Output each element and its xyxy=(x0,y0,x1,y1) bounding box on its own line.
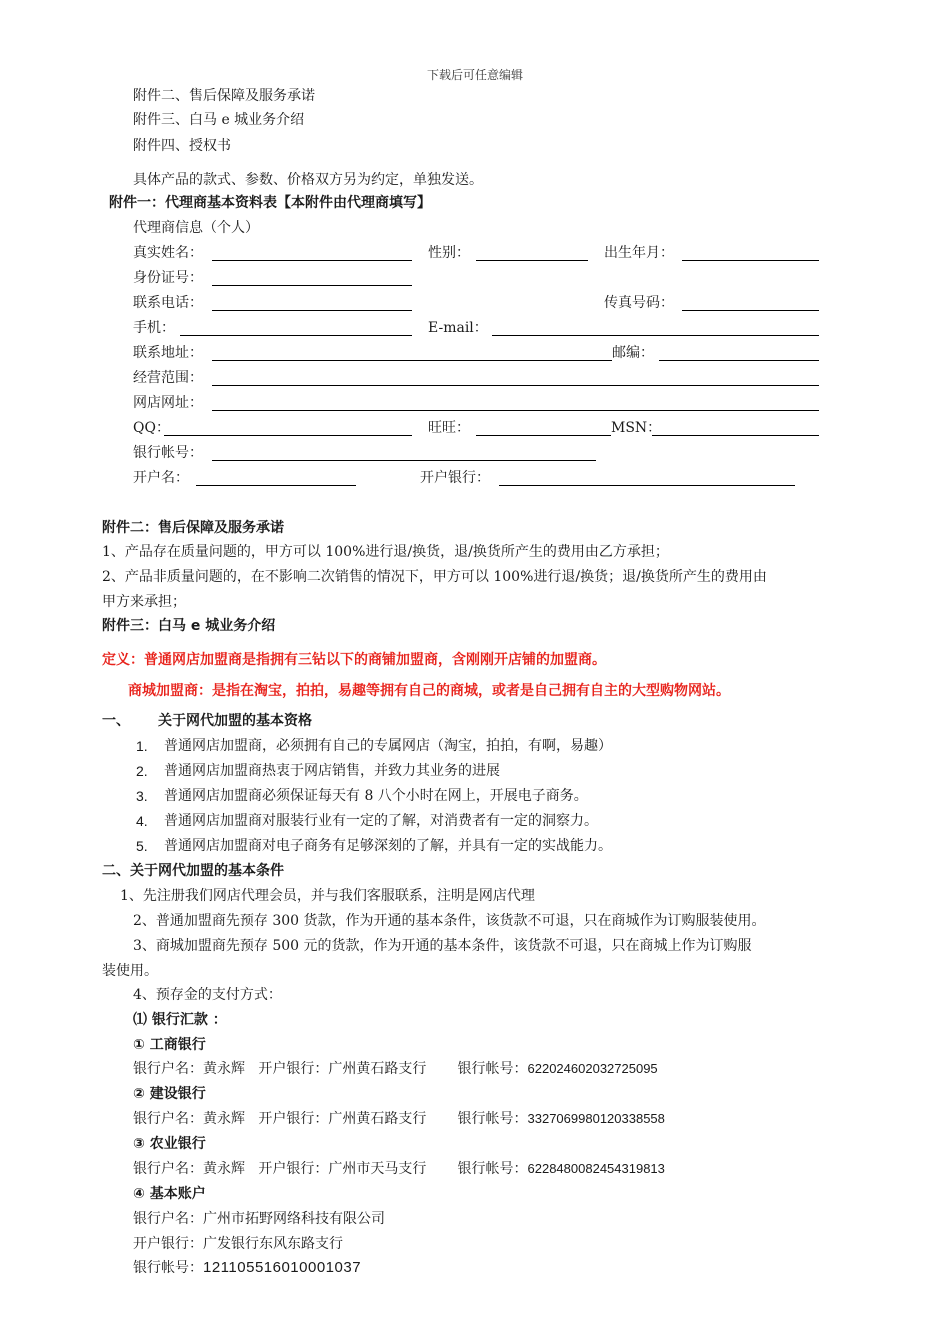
label-scope: 经营范围： xyxy=(133,370,203,386)
field-fax[interactable] xyxy=(682,310,819,311)
bank-icbc-account: 622024602032725095 xyxy=(527,1061,658,1076)
remit-title: ⑴ 银行汇款 ： xyxy=(133,1012,227,1028)
bank-ccb-account: 3327069980120338558 xyxy=(527,1111,665,1126)
bank-basic-title: ④ 基本账户 xyxy=(133,1186,206,1202)
field-shop[interactable] xyxy=(212,410,819,411)
label-msn: MSN： xyxy=(611,420,662,436)
label-shop: 网店网址： xyxy=(133,395,203,411)
bank-basic-holder: 银行户名：广州市拓野网络科技有限公司 xyxy=(133,1211,385,1227)
field-qq[interactable] xyxy=(164,435,412,436)
sec1-item-5: 普通网店加盟商对电子商务有足够深刻的了解，并具有一定的实战能力。 xyxy=(164,838,612,854)
label-zip: 邮编： xyxy=(612,345,654,361)
sec1-item-1: 普通网店加盟商，必须拥有自己的专属网店（淘宝，拍拍，有啊，易趣） xyxy=(164,738,612,754)
intro-annex3: 附件三、白马 e 城业务介绍 xyxy=(133,112,305,128)
intro-note: 具体产品的款式、参数、价格双方另为约定，单独发送。 xyxy=(133,172,483,188)
label-account: 银行帐号： xyxy=(133,445,203,461)
bank-basic-account-line xyxy=(133,1258,361,1278)
field-msn[interactable] xyxy=(652,435,819,436)
label-id: 身份证号： xyxy=(133,270,203,286)
sec1-item-3-num: 3. xyxy=(136,788,148,804)
label-gender: 性别： xyxy=(428,245,470,261)
intro-annex2: 附件二、售后保障及服务承诺 xyxy=(133,88,315,104)
field-email[interactable] xyxy=(492,335,819,336)
label-name: 真实姓名： xyxy=(133,245,203,261)
bank-basic-account: 121105516010001037 xyxy=(203,1259,362,1276)
label-wangwang: 旺旺： xyxy=(428,420,470,436)
cond-1: 1、先注册我们网店代理会员，并与我们客服联系，注明是网店代理 xyxy=(120,888,535,904)
cond-3a: 3、商城加盟商先预存 500 元的货款，作为开通的基本条件，该货款不可退，只在商城上作为订购服 xyxy=(133,938,752,954)
label-address: 联系地址： xyxy=(133,345,203,361)
field-id[interactable] xyxy=(212,285,412,286)
sec1-item-2-num: 2. xyxy=(136,763,148,779)
annex2-title: 附件二：售后保障及服务承诺 xyxy=(102,520,284,536)
annex3-def1: 定义：普通网店加盟商是指拥有三钻以下的商铺加盟商，含刚刚开店铺的加盟商。 xyxy=(102,652,606,668)
annex1-subtitle: 代理商信息（个人） xyxy=(133,220,259,236)
label-qq: QQ： xyxy=(133,420,170,436)
label-holder: 开户名： xyxy=(133,470,189,486)
cond-3b: 装使用。 xyxy=(102,963,158,979)
sec2-title: 二、关于网代加盟的基本条件 xyxy=(102,863,284,879)
sec1-item-4-num: 4. xyxy=(136,813,148,829)
field-bank[interactable] xyxy=(499,485,795,486)
field-name[interactable] xyxy=(212,260,412,261)
field-birth[interactable] xyxy=(682,260,819,261)
sec1-item-2: 普通网店加盟商热衷于网店销售，并致力其业务的进展 xyxy=(164,763,500,779)
bank-icbc-title: ① 工商银行 xyxy=(133,1037,206,1053)
sec1-item-3: 普通网店加盟商必须保证每天有 8 八个小时在网上，开展电子商务。 xyxy=(164,788,588,804)
annex2-item2b: 甲方来承担； xyxy=(102,594,186,610)
field-mobile[interactable] xyxy=(180,335,412,336)
bank-abc-line xyxy=(133,1159,665,1179)
field-holder[interactable] xyxy=(196,485,356,486)
cond-2: 2、普通加盟商先预存 300 货款，作为开通的基本条件，该货款不可退，只在商城作为订购服装使用。 xyxy=(133,913,766,929)
sec1-item-1-num: 1. xyxy=(136,738,148,754)
field-phone[interactable] xyxy=(212,310,412,311)
label-fax: 传真号码： xyxy=(604,295,674,311)
bank-icbc-line xyxy=(133,1059,658,1079)
annex3-def2: 商城加盟商：是指在淘宝，拍拍，易趣等拥有自己的商城，或者是自己拥有自主的大型购物网站。 xyxy=(128,683,730,699)
field-scope[interactable] xyxy=(212,385,819,386)
label-phone: 联系电话： xyxy=(133,295,203,311)
bank-ccb-title: ② 建设银行 xyxy=(133,1086,206,1102)
field-address[interactable] xyxy=(212,360,612,361)
page-header: 下载后可任意编辑 xyxy=(426,68,523,82)
label-mobile: 手机： xyxy=(133,320,175,336)
annex2-item2a: 2、产品非质量问题的，在不影响二次销售的情况下，甲方可以 100%进行退/换货；退/换货所产生的费用由 xyxy=(102,569,767,585)
annex3-title: 附件三：白马 e 城业务介绍 xyxy=(102,618,276,634)
field-gender[interactable] xyxy=(476,260,588,261)
bank-abc-info: 银行户名：黄永辉 开户银行：广州市天马支行 银行帐号： xyxy=(133,1161,528,1177)
bank-abc-title: ③ 农业银行 xyxy=(133,1136,206,1152)
bank-icbc-info: 银行户名：黄永辉 开户银行：广州黄石路支行 银行帐号： xyxy=(133,1061,528,1077)
field-account[interactable] xyxy=(212,460,596,461)
sec1-item-5-num: 5. xyxy=(136,838,148,854)
bank-ccb-line xyxy=(133,1109,665,1129)
sec1-item-4: 普通网店加盟商对服装行业有一定的了解，对消费者有一定的洞察力。 xyxy=(164,813,598,829)
field-wangwang[interactable] xyxy=(476,435,611,436)
label-bank: 开户银行： xyxy=(420,470,490,486)
field-zip[interactable] xyxy=(659,360,819,361)
annex1-title: 附件一：代理商基本资料表【本附件由代理商填写】 xyxy=(109,195,431,211)
intro-annex4: 附件四、授权书 xyxy=(133,138,231,154)
label-birth: 出生年月： xyxy=(604,245,674,261)
label-email: E-mail： xyxy=(428,320,488,336)
sec1-number: 一、 xyxy=(102,713,130,729)
bank-basic-account-label: 银行帐号： xyxy=(133,1260,203,1276)
bank-basic-bank: 开户银行：广发银行东风东路支行 xyxy=(133,1236,343,1252)
bank-abc-account: 6228480082454319813 xyxy=(527,1161,665,1176)
sec1-title: 关于网代加盟的基本资格 xyxy=(158,713,312,729)
bank-ccb-info: 银行户名：黄永辉 开户银行：广州黄石路支行 银行帐号： xyxy=(133,1111,528,1127)
annex2-item1: 1、产品存在质量问题的，甲方可以 100%进行退/换货，退/换货所产生的费用由乙方承担； xyxy=(102,544,669,560)
cond-4: 4、预存金的支付方式： xyxy=(133,987,282,1003)
